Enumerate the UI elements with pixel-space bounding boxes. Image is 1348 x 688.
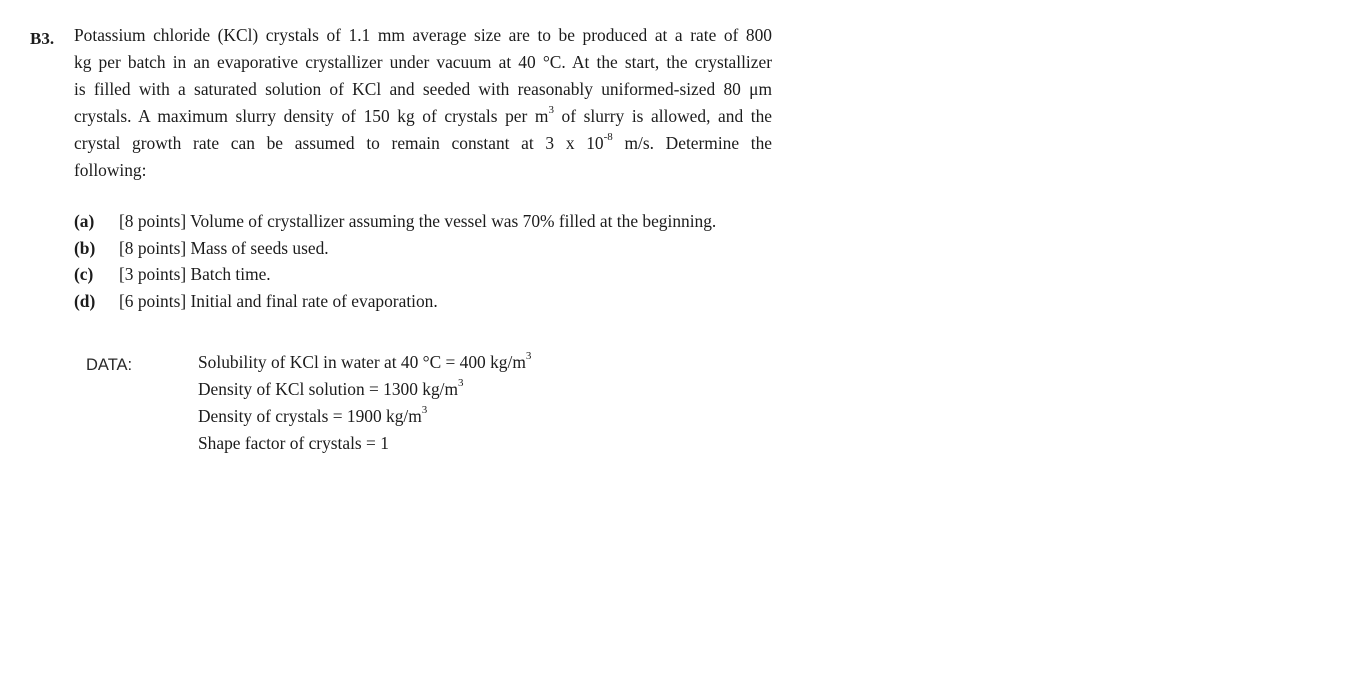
part-label: (c)	[74, 264, 94, 284]
problem-text: crystal growth rate can be assumed to remain constant at 3 x 10	[74, 133, 604, 153]
problem-line: Potassium chloride (KCl) crystals of 1.1 mm average size are to be produced at a rate of 800	[74, 25, 772, 45]
data-item	[198, 349, 531, 376]
part-text: [8 points] Volume of crystallizer assuming the vessel was 70% filled at the beginning.	[119, 211, 717, 231]
superscript: 3	[548, 104, 554, 117]
superscript: 3	[458, 377, 464, 390]
data-item	[198, 430, 531, 457]
problem-line: kg per batch in an evaporative crystallizer under vacuum at 40 °C. At the start, the crystallizer	[74, 52, 772, 72]
superscript: 3	[525, 350, 532, 363]
superscript: -8	[603, 131, 613, 144]
part-label: (a)	[74, 211, 95, 231]
question-number: B3.	[30, 29, 55, 48]
data-text: Shape factor of crystals = 1	[198, 433, 389, 453]
problem-line	[74, 103, 772, 130]
data-text: Solubility of KCl in water at 40 °C = 400 kg/m	[198, 352, 526, 372]
superscript: 3	[421, 404, 428, 417]
part-label: (b)	[74, 237, 96, 258]
data-heading: DATA:	[86, 356, 133, 374]
part-text: [3 points] Batch time.	[119, 264, 271, 284]
problem-text: of slurry is allowed, and the	[553, 106, 772, 126]
data-text: Density of crystals = 1900 kg/m	[198, 406, 422, 426]
problem-text: crystals. A maximum slurry density of 150 kg of crystals per m	[74, 106, 549, 126]
problem-text: m/s. Determine the	[612, 133, 773, 153]
data-item	[198, 376, 531, 403]
data-text: Density of KCl solution = 1300 kg/m	[198, 379, 459, 399]
part-label: (d)	[74, 290, 96, 311]
part-text: [6 points] Initial and final rate of evaporation.	[119, 290, 438, 311]
problem-line: is filled with a saturated solution of KCl and seeded with reasonably uniformed-sized 80 μm	[74, 79, 772, 99]
problem-statement	[74, 22, 772, 184]
problem-line: following:	[74, 160, 147, 180]
data-list	[198, 349, 531, 457]
data-item	[198, 403, 531, 430]
problem-line	[74, 130, 772, 157]
part-text: [8 points] Mass of seeds used.	[119, 237, 329, 258]
